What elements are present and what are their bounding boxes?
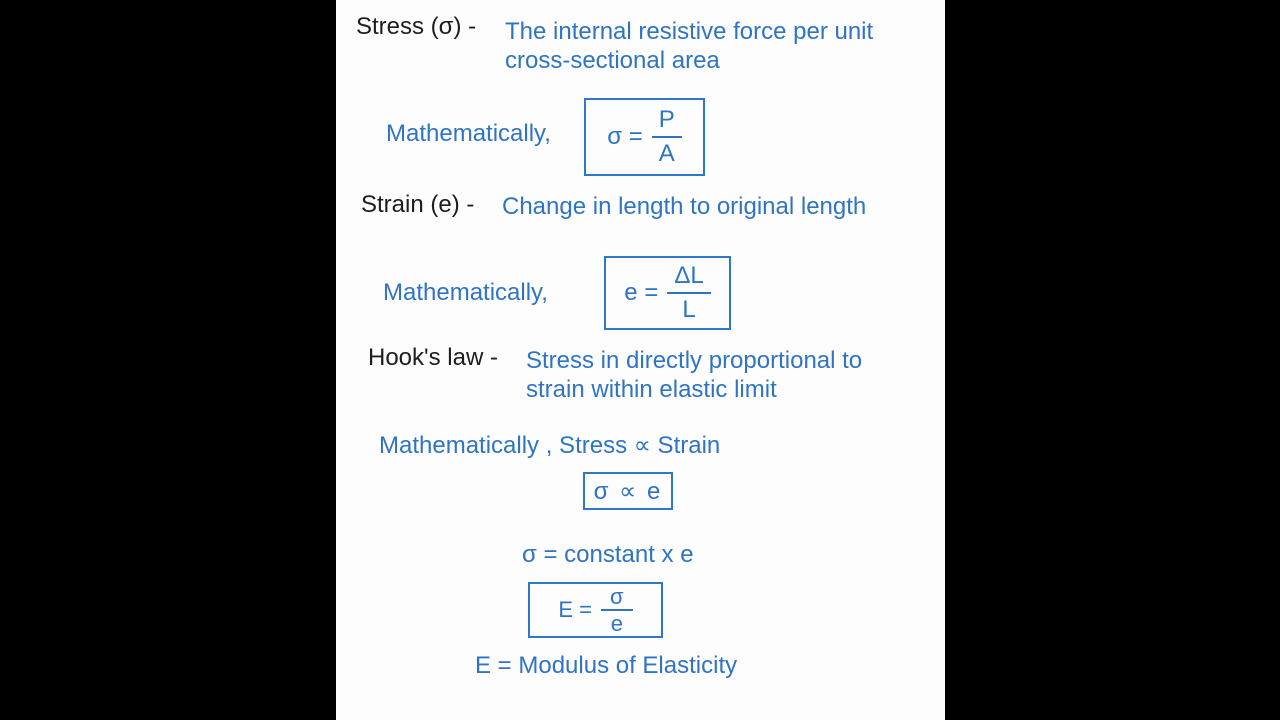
left-letterbox [0,0,336,720]
strain-definition: Change in length to original length [502,193,867,220]
constant-equation: σ = constant x e [522,541,694,568]
elasticity-fraction-denominator: e [601,609,633,636]
elasticity-fraction-numerator: σ [610,584,624,609]
elasticity-fraction [601,584,633,636]
strain-fraction-denominator: L [667,292,710,326]
strain-fraction-numerator: ΔL [674,262,704,289]
elasticity-formula-box [528,582,663,638]
strain-formula-lhs: e = [624,279,659,306]
hooks-law-term: Hook's law - [368,344,498,371]
stress-definition: The internal resistive force per unit cross-sectional area [505,18,874,74]
proportionality-box [583,472,673,510]
hooks-law-definition: Stress in directly proportional to strain within elastic limit [526,347,863,403]
elasticity-formula-lhs: E = [558,597,593,622]
stress-math-label: Mathematically, [386,120,551,147]
modulus-conclusion: E = Modulus of Elasticity [475,652,738,679]
stress-formula-box [584,98,705,176]
right-letterbox [945,0,1280,720]
strain-term: Strain (e) - [361,191,475,218]
hooks-law-math-label: Mathematically , Stress ∝ Strain [379,432,721,459]
stress-fraction-denominator: A [652,136,682,170]
stress-fraction [652,104,682,170]
strain-fraction [667,260,710,326]
strain-formula-box [604,256,731,330]
stress-formula-lhs: σ = [607,123,643,150]
stress-term: Stress (σ) - [356,13,477,40]
stress-fraction-numerator: P [658,106,675,133]
slide-panel [336,0,945,720]
strain-math-label: Mathematically, [383,279,548,306]
proportionality-relation: σ ∝ e [593,477,663,505]
